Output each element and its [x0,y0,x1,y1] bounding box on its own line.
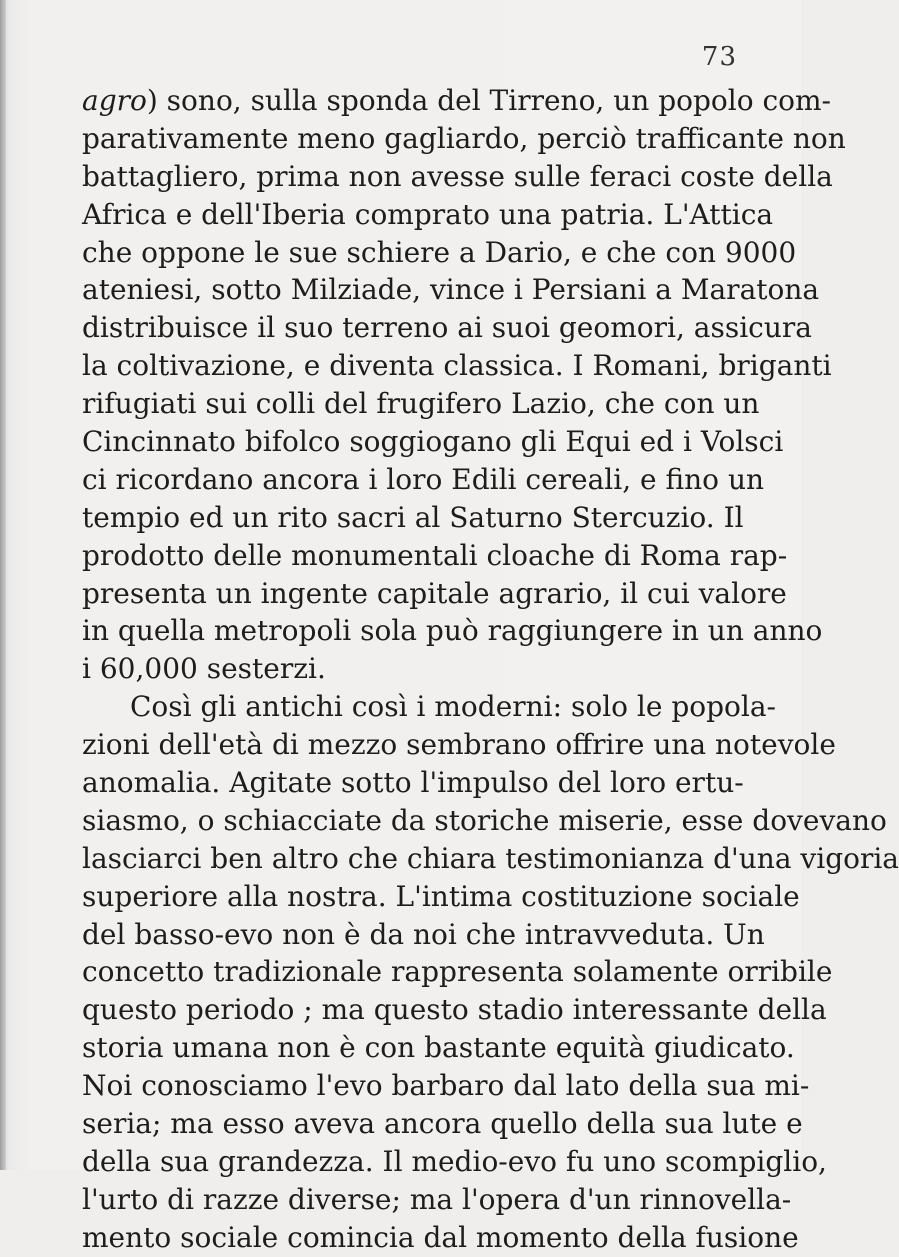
text-line: Africa e dell'Iberia comprato una patria. L'Attica [82,197,774,231]
body-text [82,82,899,1257]
text-line: in quella metropoli sola può raggiungere in un anno [82,614,823,648]
text-line: agro) sono, sulla sponda del Tirreno, un popolo com- [82,84,832,117]
text-line: mento sociale comincia dal momento della fusione [82,1220,799,1254]
text-line: Cincinnato bifolco soggiogano gli Equi ed i Volsci [82,425,784,459]
text-line: superiore alla nostra. L'intima costituzione sociale [82,879,800,913]
page-gutter-edge [0,0,6,1170]
text-line: la coltivazione, e diventa classica. I Romani, briganti [82,349,832,383]
text-line: prodotto delle monumentali cloache di Roma rap- [82,538,788,572]
text-line: lasciarci ben altro che chiara testimonianza d'una vigoria [82,841,899,875]
text-line: i 60,000 sesterzi. [82,652,326,686]
text-line: seria; ma esso aveva ancora quello della sua lute e [82,1107,803,1141]
italic-word: agro [82,84,147,117]
text-line: ateniesi, sotto Milziade, vince i Persiani a Maratona [82,273,820,307]
text-line: Noi conosciamo l'evo barbaro dal lato della sua mi- [82,1069,810,1103]
text-line: presenta un ingente capitale agrario, il cui valore [82,576,787,610]
text-line: ci ricordano ancora i loro Edili cereali, e fino un [82,462,765,496]
text-line: rifugiati sui colli del frugifero Lazio, che con un [82,387,760,421]
text-line: parativamente meno gagliardo, perciò trafficante non [82,121,846,155]
page-number: 73 [701,42,737,72]
text-line: l'urto di razze diverse; ma l'opera d'un rinnovella- [82,1182,792,1216]
text-line: della sua grandezza. Il medio-evo fu uno scompiglio, [82,1144,827,1178]
text-line: storia umana non è con bastante equità giudicato. [82,1031,795,1065]
text-line: che oppone le sue schiere a Dario, e che con 9000 [82,235,797,269]
text-line: zioni dell'età di mezzo sembrano offrire una notevole [82,728,836,762]
text-line: siasmo, o schiacciate da storiche miserie, esse dovevano [82,803,887,837]
text-line: battagliero, prima non avesse sulle feraci coste della [82,159,833,193]
text-line: questo periodo ; ma questo stadio interessante della [82,993,827,1027]
text-line: tempio ed un rito sacri al Saturno Stercuzio. Il [82,500,744,534]
text-line: Così gli antichi così i moderni: solo le popola- [130,690,777,724]
text-line: del basso-evo non è da noi che intravveduta. Un [82,917,765,951]
text-line: concetto tradizionale rappresenta solamente orribile [82,955,833,989]
text-line: distribuisce il suo terreno ai suoi geomori, assicura [82,311,812,345]
text-line: anomalia. Agitate sotto l'impulso del loro ertu- [82,766,744,800]
